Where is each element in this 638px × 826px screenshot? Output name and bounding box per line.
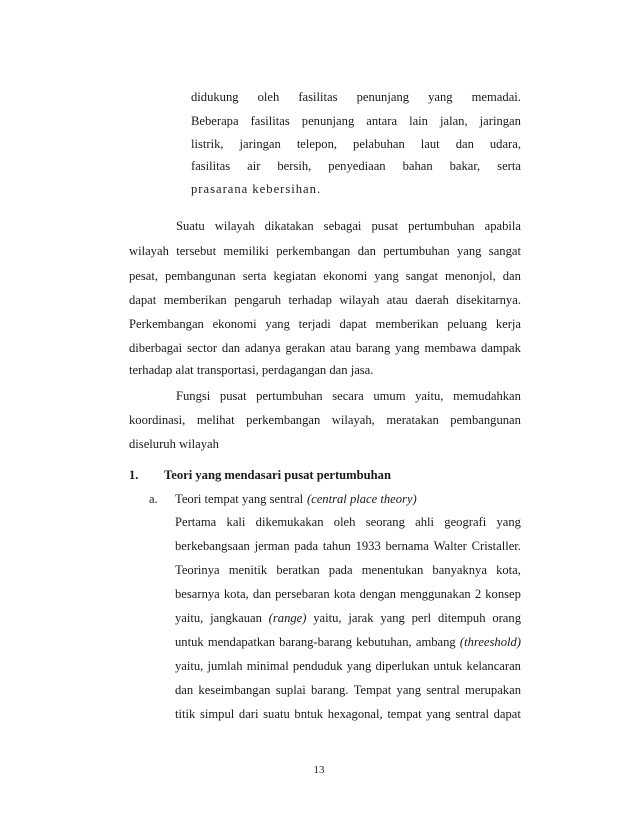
word: memberikan <box>163 293 227 307</box>
word: menentukan <box>361 563 424 577</box>
text-line <box>191 180 521 198</box>
word: dan <box>357 244 376 258</box>
text-line <box>175 705 521 723</box>
word: terhadap <box>288 293 332 307</box>
word: kota, <box>223 587 249 601</box>
word: antara <box>366 114 398 128</box>
word: Beberapa <box>191 114 239 128</box>
word: ahli <box>415 515 435 529</box>
section-number: 1. <box>129 468 139 482</box>
word: kali <box>226 515 246 529</box>
word: diperlukan <box>375 659 430 673</box>
word: Perkembangan <box>129 317 204 331</box>
word: bntuk <box>294 707 324 721</box>
word: koordinasi, <box>129 413 186 427</box>
word: wilayah, <box>331 413 375 427</box>
text-line <box>129 361 521 379</box>
word: membawa <box>424 341 477 355</box>
word: pusat <box>219 389 247 403</box>
word: prasarana kebersihan. <box>191 182 322 196</box>
word: yang <box>426 707 451 721</box>
word: barang-barang <box>279 635 352 649</box>
word: yang <box>346 659 372 673</box>
word: sentral <box>455 707 489 721</box>
word: ekonomi <box>212 317 257 331</box>
word: secara <box>332 389 364 403</box>
word: yang <box>428 90 453 104</box>
word: apabila <box>484 219 521 233</box>
word: merupakan <box>465 683 521 697</box>
word: perkembangan <box>246 413 321 427</box>
word: dari <box>238 707 259 721</box>
word: penunjang <box>301 114 355 128</box>
word: seorang <box>365 515 405 529</box>
word: yaitu, <box>313 611 342 625</box>
word: penunjang <box>356 90 410 104</box>
text-line <box>129 267 521 285</box>
word: Tempat <box>353 683 392 697</box>
word: beratkan <box>276 563 320 577</box>
word: oleh <box>333 515 356 529</box>
word: disekitarnya. <box>456 293 521 307</box>
text-line <box>175 537 521 555</box>
word: yaitu, <box>175 611 204 625</box>
word: pada <box>328 563 353 577</box>
word: serta <box>497 159 521 173</box>
word: titik <box>175 707 196 721</box>
word: udara, <box>489 137 521 151</box>
word: 1933 <box>355 539 381 553</box>
word: bersih, <box>277 159 312 173</box>
word: diberbagai <box>129 341 183 355</box>
word: jangkauan <box>210 611 262 625</box>
word: dikemukakan <box>255 515 324 529</box>
text-line <box>129 315 521 333</box>
word: wilayah <box>339 293 380 307</box>
word: banyaknya <box>432 563 487 577</box>
word: telepon, <box>296 137 338 151</box>
word: ditempuh <box>437 611 486 625</box>
word: fasilitas <box>298 90 338 104</box>
word: orang <box>492 611 521 625</box>
word: kelancaran <box>466 659 521 673</box>
word: persebaran <box>275 587 330 601</box>
word: yang <box>396 683 421 697</box>
word: suatu <box>263 707 290 721</box>
word: terjadi <box>298 317 331 331</box>
word: memudahkan <box>453 389 521 403</box>
text-line <box>175 561 521 579</box>
word: sentral <box>426 683 460 697</box>
word: pertumbuhan <box>408 219 475 233</box>
word: laut <box>420 137 440 151</box>
word: Suatu <box>176 219 205 233</box>
word: menggunakan <box>400 587 471 601</box>
text-line <box>129 339 521 357</box>
word: memberikan <box>375 317 439 331</box>
word: wilayah <box>129 244 169 258</box>
word: kerja <box>495 317 521 331</box>
section-heading <box>129 466 391 484</box>
word: memiliki <box>223 244 269 258</box>
word: dan <box>455 137 474 151</box>
word: barang <box>356 341 391 355</box>
word: Teorinya <box>175 563 220 577</box>
text-line <box>175 513 521 531</box>
word: pusat <box>371 219 399 233</box>
word: pembangunan <box>165 269 236 283</box>
word: fasilitas <box>191 159 231 173</box>
text-line <box>129 435 521 453</box>
word: dikatakan <box>264 219 314 233</box>
word: jaringan <box>479 114 521 128</box>
word: besarnya <box>175 587 220 601</box>
word: pembangunan <box>450 413 521 427</box>
text-line <box>176 387 521 405</box>
word: melihat <box>196 413 235 427</box>
word: jalan, <box>440 114 468 128</box>
word: yang <box>374 269 399 283</box>
word: terhadap alat transportasi, perdagangan dan jasa. <box>129 363 374 377</box>
word: minimal <box>246 659 289 673</box>
word: ekonomi <box>323 269 368 283</box>
subsection-title: Teori tempat yang sentral <box>175 492 304 506</box>
word: bakar, <box>449 159 481 173</box>
word: yang <box>395 341 420 355</box>
word: sebagai <box>323 219 362 233</box>
word: listrik, <box>191 137 224 151</box>
word: penyediaan <box>328 159 386 173</box>
word: pelabuhan <box>353 137 405 151</box>
word: dampak <box>481 341 521 355</box>
text-line <box>175 633 521 651</box>
text-line <box>175 681 521 699</box>
word: jerman <box>254 539 290 553</box>
word: air <box>247 159 261 173</box>
word: Fungsi <box>176 389 211 403</box>
word: dengan <box>359 587 396 601</box>
word: penduduk <box>292 659 343 673</box>
word: suplai <box>275 683 306 697</box>
word: konsep <box>485 587 521 601</box>
word: menitik <box>228 563 268 577</box>
word: gerakan <box>285 341 326 355</box>
page-number: 13 <box>313 764 325 776</box>
word: yang <box>265 317 290 331</box>
word: 2 <box>474 587 482 601</box>
word: jarak <box>348 611 374 625</box>
text-line <box>175 609 521 627</box>
word: mendapatkan <box>207 635 275 649</box>
word: bernama <box>385 539 429 553</box>
word: Pertama <box>175 515 217 529</box>
word: dan <box>252 587 272 601</box>
word: pertumbuhan <box>383 244 450 258</box>
word: kebutuhan, <box>356 635 412 649</box>
word: daerah <box>415 293 449 307</box>
word: menonjol, <box>445 269 496 283</box>
word: yang <box>456 244 482 258</box>
word: jaringan <box>239 137 281 151</box>
word: umum <box>373 389 406 403</box>
subsection-letter: a. <box>149 492 158 506</box>
word: bahan <box>402 159 433 173</box>
word: perl <box>411 611 432 625</box>
word: kegiatan <box>273 269 317 283</box>
text-line <box>129 411 521 429</box>
word: tahun <box>322 539 351 553</box>
word: oleh <box>257 90 280 104</box>
word: atau <box>330 341 352 355</box>
word: simpul <box>199 707 235 721</box>
word: (threeshold) <box>459 635 521 649</box>
word: tersebut <box>176 244 217 258</box>
word: meratakan <box>386 413 439 427</box>
word: Walter <box>433 539 467 553</box>
word: barang. <box>311 683 349 697</box>
word: kota, <box>496 563 521 577</box>
word: dapat <box>493 707 521 721</box>
word: kota <box>333 587 356 601</box>
word: Cristaller. <box>471 539 521 553</box>
text-line <box>129 242 521 260</box>
word: fasilitas <box>250 114 290 128</box>
word: wilayah <box>214 219 255 233</box>
text-line <box>129 291 521 309</box>
word: dan <box>502 269 521 283</box>
word: sangat <box>488 244 521 258</box>
word: didukung <box>191 90 239 104</box>
word: sangat <box>405 269 438 283</box>
word: yaitu, <box>415 389 444 403</box>
subsection-heading <box>149 490 417 508</box>
word: berkebangsaan <box>175 539 250 553</box>
word: sector <box>187 341 218 355</box>
word: dan <box>221 341 241 355</box>
word: pertumbuhan <box>256 389 323 403</box>
text-line <box>175 585 521 603</box>
word: pada <box>294 539 319 553</box>
text-line <box>191 135 521 153</box>
word: yaitu, <box>175 659 204 673</box>
word: atau <box>386 293 408 307</box>
subsection-title-italic: (central place theory) <box>306 492 417 506</box>
word: adanya <box>244 341 281 355</box>
word: serta <box>242 269 267 283</box>
section-title: Teori yang mendasari pusat pertumbuhan <box>164 468 391 482</box>
word: pengaruh <box>234 293 282 307</box>
word: untuk <box>175 635 204 649</box>
word: hexagonal, <box>327 707 383 721</box>
word: ambang <box>415 635 456 649</box>
word: lain <box>409 114 428 128</box>
word: memadai. <box>471 90 521 104</box>
word: keseimbangan <box>198 683 271 697</box>
word: untuk <box>433 659 463 673</box>
word: dapat <box>129 293 157 307</box>
word: pesat, <box>129 269 159 283</box>
text-line <box>191 112 521 130</box>
word: diseluruh wilayah <box>129 437 219 451</box>
word: perkembangan <box>276 244 351 258</box>
text-line <box>191 88 521 106</box>
word: (range) <box>268 611 307 625</box>
word: tempat <box>387 707 422 721</box>
word: yang <box>380 611 405 625</box>
word: yang <box>496 515 521 529</box>
word: dapat <box>339 317 367 331</box>
word: geografi <box>444 515 487 529</box>
text-line <box>176 217 521 235</box>
text-line <box>191 157 521 175</box>
word: peluang <box>447 317 488 331</box>
text-line <box>175 657 521 675</box>
word: dan <box>175 683 194 697</box>
word: jumlah <box>207 659 243 673</box>
